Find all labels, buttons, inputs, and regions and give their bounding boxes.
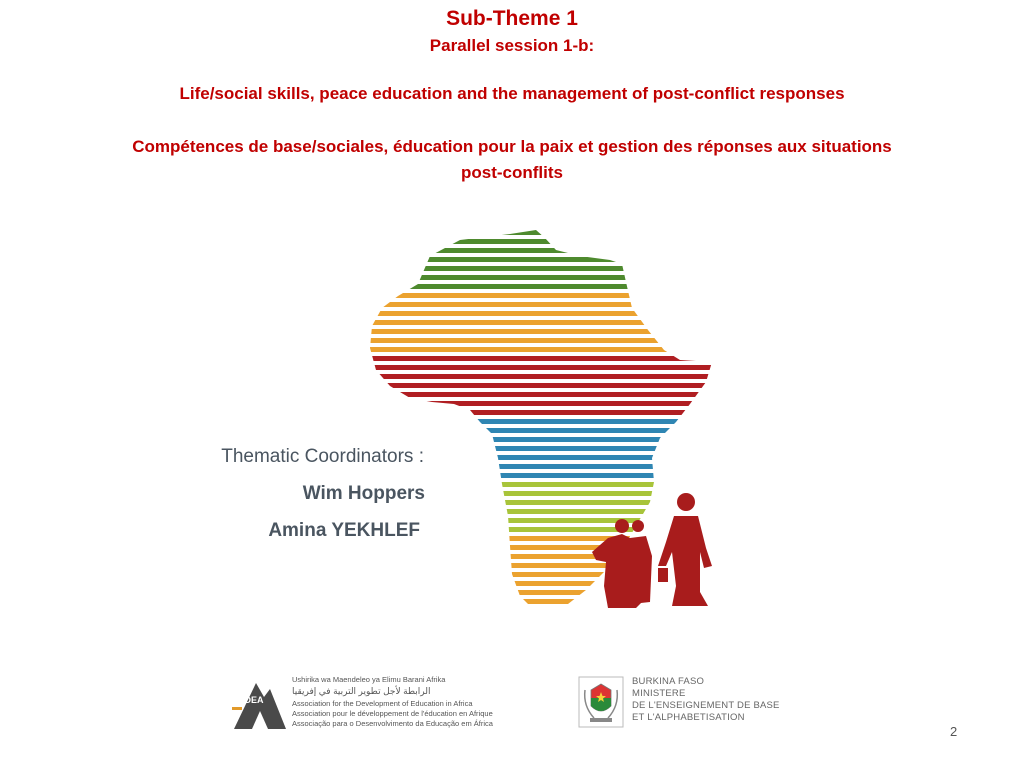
- map-stripe: [360, 392, 730, 397]
- adea-logo: [230, 675, 510, 735]
- map-stripe: [360, 356, 730, 361]
- map-stripe: [360, 293, 730, 298]
- map-stripe: [360, 437, 730, 442]
- map-stripe: [360, 275, 730, 280]
- map-stripe: [360, 284, 730, 289]
- map-stripe: [360, 428, 730, 433]
- coordinators-heading-label: Thematic Coordinators: [221, 446, 414, 467]
- map-stripe: [360, 230, 730, 235]
- burkina-coat-of-arms-icon: [578, 676, 624, 728]
- english-title: Life/social skills, peace education and the management of post-conflict responses: [179, 84, 845, 103]
- map-stripe: [360, 374, 730, 379]
- africa-striped-map-image: [360, 226, 730, 618]
- burkina-line-3: DE L'ENSEIGNEMENT DE BASE: [632, 700, 780, 711]
- map-stripe: [360, 509, 730, 514]
- map-stripe: [360, 302, 730, 307]
- coordinator-name: Wim Hoppers: [302, 483, 425, 504]
- map-stripe: [360, 347, 730, 352]
- map-stripe: [360, 401, 730, 406]
- map-stripe: [360, 329, 730, 334]
- sub-theme-title: Sub-Theme 1: [446, 7, 578, 30]
- coordinators-heading-colon: :: [418, 446, 424, 467]
- adea-line-3: Association for the Development of Education in Africa: [292, 699, 473, 708]
- map-stripe: [360, 239, 730, 244]
- slide-page-number: 2: [950, 724, 958, 739]
- slide-title-block: [0, 4, 1024, 186]
- burkina-line-1: BURKINA FASO: [632, 676, 705, 687]
- thematic-coordinators-heading: [221, 446, 424, 468]
- map-stripe: [360, 473, 730, 478]
- adea-line-4: Association pour le développement de l'éducation en Afrique: [292, 709, 493, 718]
- adea-emblem-icon: [230, 677, 288, 733]
- map-stripe: [360, 338, 730, 343]
- map-stripe: [360, 419, 730, 424]
- burkina-line-2: MINISTERE: [632, 688, 686, 699]
- coordinator-name: Amina YEKHLEF: [268, 520, 420, 541]
- burkina-faso-ministry-logo: [578, 676, 798, 732]
- french-title-line-2: post-conflits: [461, 163, 563, 182]
- adea-line-1: Ushirika wa Maendeleo ya Elimu Barani Afrika: [292, 675, 446, 684]
- session-title: Parallel session 1-b:: [429, 36, 595, 55]
- french-title-line-1: Compétences de base/sociales, éducation pour la paix et gestion des réponses aux situations: [132, 137, 892, 156]
- burkina-line-4: ET L'ALPHABETISATION: [632, 712, 745, 723]
- map-stripe: [360, 383, 730, 388]
- map-stripe: [360, 257, 730, 262]
- map-stripe: [360, 581, 730, 586]
- map-stripe: [360, 320, 730, 325]
- map-stripe: [360, 248, 730, 253]
- adea-mark-text: ADEA: [238, 695, 264, 705]
- adea-line-2: الرابطة لأجل تطوير التربية في إفريقيا: [292, 686, 431, 696]
- map-stripe: [360, 266, 730, 271]
- map-stripe: [360, 365, 730, 370]
- map-stripe: [360, 410, 730, 415]
- adea-line-5: Associação para o Desenvolvimento da Educação em África: [292, 719, 493, 728]
- map-stripe: [360, 311, 730, 316]
